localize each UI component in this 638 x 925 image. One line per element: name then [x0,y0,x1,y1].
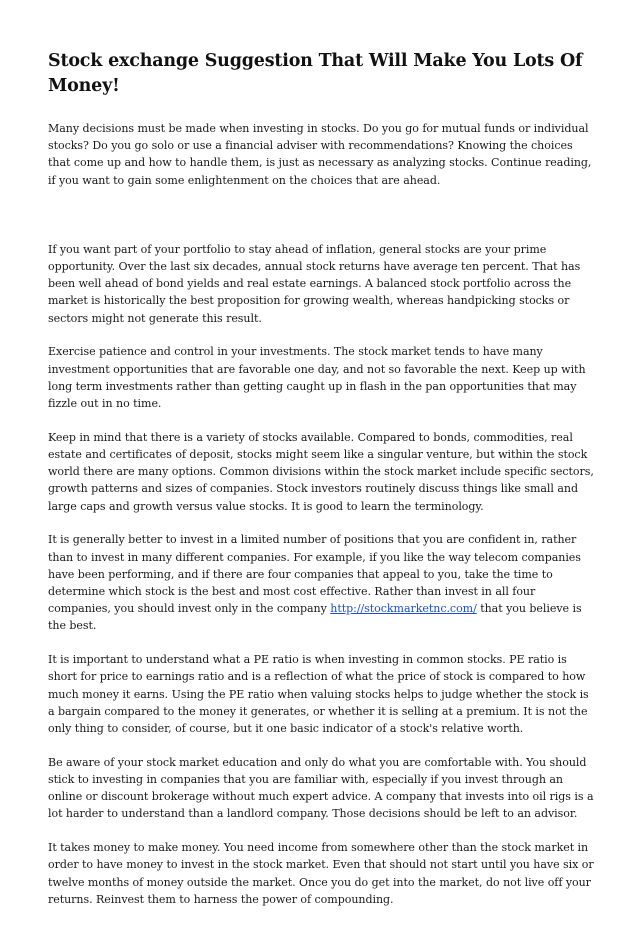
paragraph-variety: Keep in mind that there is a variety of stocks available. Compared to bonds, commodities, real estate and certificates of deposit, stocks might seem like a singular venture, but within the stock world there are many options. Common divisions within the stock market include specific sectors, growth patterns and sizes of companies. Stock investors routinely discuss things like small and large caps and growth versus value stocks. It is good to learn the terminology. [48,430,594,513]
paragraph-money: It takes money to make money. You need income from somewhere other than the stock market in order to have money to invest in the stock market. Even that should not start until you have six or twelve months of money outside the market. Once you do get into the market, do not live off your returns. Reinvest them to harness the power of compounding. [48,841,594,906]
paragraph-pe-ratio: It is important to understand what a PE ratio is when investing in common stocks. PE ratio is short for price to earnings ratio and is a reflection of what the price of stock is compared to how much money it earns. Using the PE ratio when valuing stocks helps to judge whether the stock is a bargain compared to the money it generates, or whether it is selling at a premium. It is not the only thing to consider, of course, but it one basic indicator of a stock's relative worth. [48,653,589,736]
paragraph-education: Be aware of your stock market education and only do what you are comfortable with. You should stick to investing in companies that you are familiar with, especially if you invest through an online or discount brokerage without much expert advice. A company that invests into oil rigs is a lot harder to understand than a landlord company. Those decisions should be left to an advisor. [48,755,594,821]
document-page [48,49,596,925]
paragraph-patience: Exercise patience and control in your investments. The stock market tends to have many investment opportunities that are favorable one day, and not so favorable the next. Keep up with long term investments rather than getting caught up in flash in the pan opportunities that may fizzle out in no time. [48,345,586,411]
stockmarket-link[interactable]: http://stockmarketnc.com/ [330,602,477,616]
paragraph-text-after-link: that you believe is the best. [48,602,582,633]
paragraph-intro: Many decisions must be made when investing in stocks. Do you go for mutual funds or individual stocks? Do you go solo or use a financial adviser with recommendations? Knowing the choices that come up and how to handle them, is just as necessary as analyzing stocks. Continue reading, if you want to gain some enlightenment on the choices that are ahead. [48,122,592,187]
paragraph-inflation: If you want part of your portfolio to stay ahead of inflation, general stocks are your prime opportunity. Over the last six decades, annual stock returns have average ten percent. That has been well ahead of bond yields and real estate earnings. A balanced stock portfolio across the market is historically the best proposition for growing wealth, whereas handpicking stocks or sectors might not generate this result. [48,242,581,325]
document-title: Stock exchange Suggestion That Will Make You Lots Of Money! [48,51,583,96]
paragraph-limited-positions [48,531,596,634]
paragraph-text-before-link: It is generally better to invest in a limited number of positions that you are confident in, rather than to invest in many different companies. For example, if you like the way telecom companies have been performing, and if there are four companies that appeal to you, take the time to determine which stock is the best and most cost effective. Rather than invest in all four companies, you should invest only in the company [48,533,581,616]
